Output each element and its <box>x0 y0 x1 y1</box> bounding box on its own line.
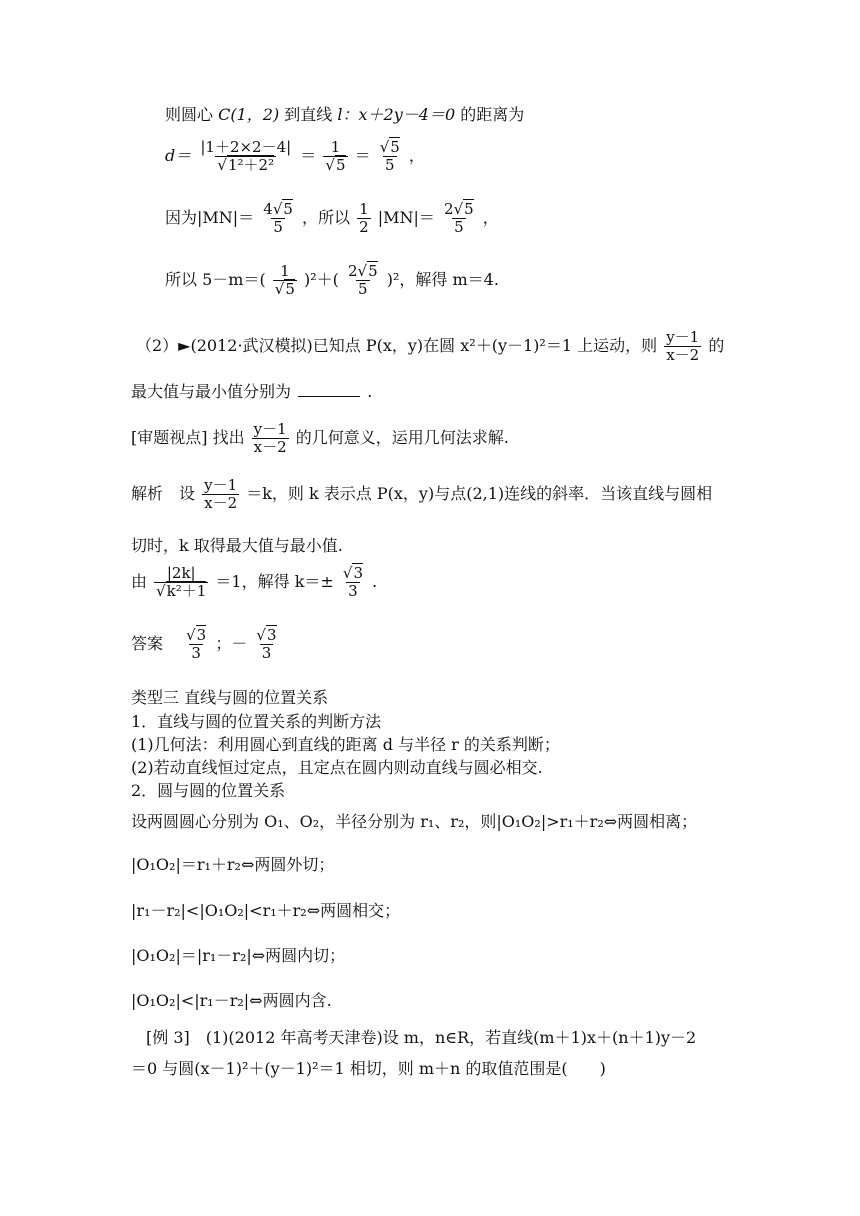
answer-fraction-2: $\frac{√3}{3}$ <box>256 626 277 662</box>
review-viewpoint: [审题视点] 找出 $\frac{y-1}{x-2}$ 的几何意义，运用几何法求解. <box>131 420 509 456</box>
viewpoint-fraction: $\frac{y-1}{x-2}$ <box>253 420 287 456</box>
item-1b: (2)若动直线恒过定点，且定点在圆内则动直线与圆必相交. <box>131 758 543 777</box>
relation-intersect: |r₁－r₂|<|O₁O₂|<r₁＋r₂⇔两圆相交； <box>131 901 401 920</box>
item-1a: (1)几何法：利用圆心到直线的距离 d 与半径 r 的关系判断； <box>131 735 560 754</box>
question-2: （2）►(2012·武汉模拟)已知点 P(x，y)在圆 x²＋(y－1)²＝1 上运动，则 $\frac{y-1}{x-2}$ 的 <box>136 328 725 364</box>
relation-external-tangent: |O₁O₂|＝r₁＋r₂⇔两圆外切； <box>131 855 335 874</box>
answer-line: 答案 $\frac{√3}{3}$ ；－ $\frac{√3}{3}$ <box>131 626 277 662</box>
answer-blank <box>298 384 360 397</box>
solution-fraction: $\frac{y-1}{x-2}$ <box>204 476 238 512</box>
relation-separate: 设两圆圆心分别为 O₁、O₂，半径分别为 r₁、r₂，则|O₁O₂|>r₁＋r₂⇔两圆相离； <box>131 812 698 831</box>
so-fraction-2: $\frac{2√5}{5}$ <box>347 262 378 298</box>
relation-internal-tangent: |O₁O₂|＝|r₁－r₂|⇔两圆内切； <box>131 946 346 965</box>
type-three-title: 类型三 直线与圆的位置关系 <box>131 688 329 707</box>
so-fraction-1: $\frac{1}{√5}$ <box>274 262 295 298</box>
distance-formula: d＝ $\frac{|1+2\times 2-4|}{\text{√1²＋2²}}$ ＝ $\frac{1}{√5}$ ＝ $\frac{√5}{5}$ ， <box>165 138 425 174</box>
chord-fraction: $\frac{4√5}{5}$ <box>263 200 293 236</box>
item-1: 1．直线与圆的位置关系的判断方法 <box>131 712 382 731</box>
question-2-line2: 最大值与最小值分别为 . <box>131 382 373 401</box>
tangent-equation: 由 $\frac{|2k|}{\text{√k²＋1}}$ ＝1，解得 k＝± $\frac{√3}{3}$ . <box>131 564 378 600</box>
distance-intro: 则圆心 C(1，2) 到直线 l：x＋2y－4＝0 的距离为 <box>165 105 525 124</box>
example-3-line2: ＝0 与圆(x－1)²＋(y－1)²＝1 相切，则 m＋n 的取值范围是( ) <box>131 1059 606 1078</box>
item-2: 2．圆与圆的位置关系 <box>131 781 286 800</box>
distance-result: $\frac{√5}{5}$ <box>379 138 400 174</box>
answer-fraction-1: $\frac{√3}{3}$ <box>186 626 207 662</box>
question-fraction: $\frac{y-1}{x-2}$ <box>666 328 700 364</box>
k-result-fraction: $\frac{√3}{3}$ <box>342 564 363 600</box>
solve-m-line: 所以 5－m＝( $\frac{1}{√5}$ )²＋( $\frac{2√5}{5}$ )²，解得 m＝4. <box>165 262 499 298</box>
example-3-line1: [例 3] (1)(2012 年高考天津卷)设 m，n∈R，若直线(m＋1)x＋(n＋1)y－2 <box>146 1028 697 1047</box>
solution-line: 解析 设 $\frac{y-1}{x-2}$ ＝k，则 k 表示点 P(x，y)与点(2,1)连线的斜率．当该直线与圆相 <box>131 476 713 512</box>
half-fraction: $\frac{1}{2}$ <box>359 200 369 236</box>
distance-fraction: $\frac{|1+2\times 2-4|}{\text{√1²＋2²}}$ <box>200 138 292 174</box>
relation-contain: |O₁O₂|<|r₁－r₂|⇔两圆内含. <box>131 991 332 1010</box>
solution-line2: 切时，k 取得最大值与最小值. <box>131 536 343 555</box>
chord-length-line: 因为|MN|＝ $\frac{4√5}{5}$ ，所以 $\frac{1}{2}$ |MN|＝ $\frac{2√5}{5}$ ， <box>165 200 499 236</box>
tangent-fraction: $\frac{|2k|}{\text{√k²＋1}}$ <box>156 564 207 600</box>
distance-simplified: $\frac{1}{√5}$ <box>325 138 346 174</box>
half-chord-fraction: $\frac{2√5}{5}$ <box>444 200 474 236</box>
